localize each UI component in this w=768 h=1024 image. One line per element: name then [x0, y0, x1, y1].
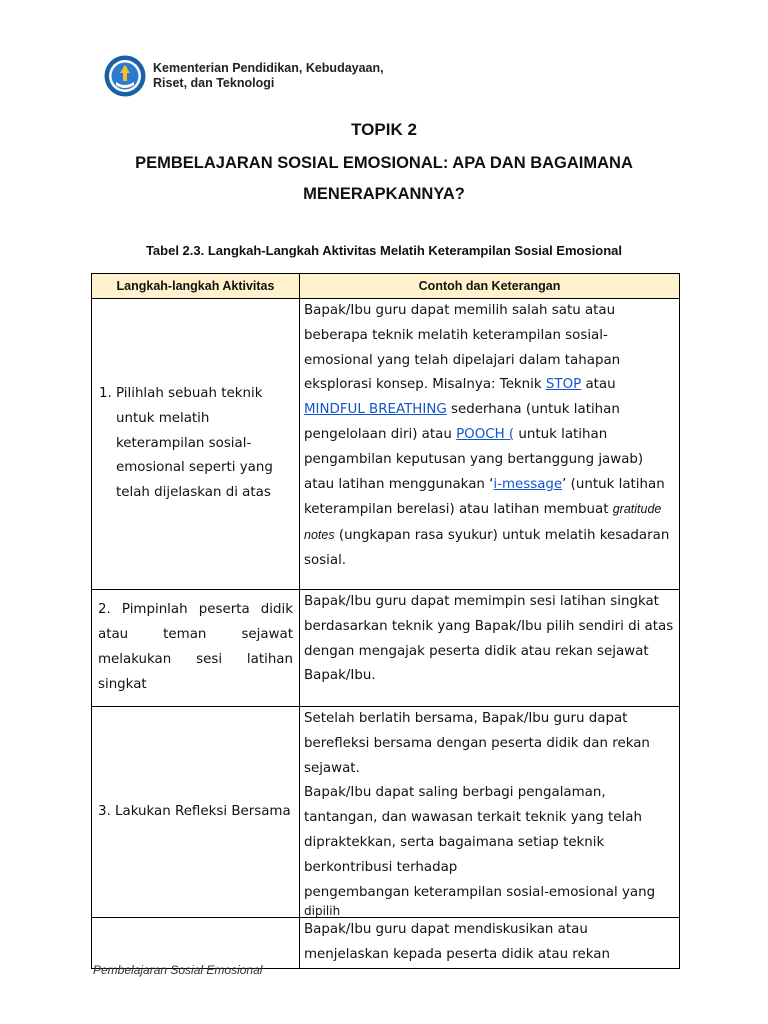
page-title	[0, 148, 768, 210]
tut-wuri-handayani-logo	[104, 55, 146, 97]
gratitude-notes-term: gratitude notes	[304, 502, 662, 543]
description-cell	[300, 707, 680, 918]
mindful-breathing-link[interactable]: MINDFUL BREATHING	[304, 402, 447, 418]
table-header-row	[92, 274, 680, 299]
description-cell	[300, 299, 680, 590]
pooch-link[interactable]: POOCH (	[456, 426, 515, 442]
step-cell: 3. Lakukan Refleksi Bersama	[92, 707, 300, 918]
step-cell: 2. Pimpinlah peserta didik atau teman sejawat melakukan sesi latihan singkat	[92, 590, 300, 707]
activity-steps-table	[91, 273, 680, 969]
table-caption: Tabel 2.3. Langkah-Langkah Aktivitas Melatih Keterampilan Sosial Emosional	[145, 243, 623, 258]
step-cell	[92, 918, 300, 969]
table-row	[92, 707, 680, 918]
description-text: (ungkapan rasa syukur) untuk melatih kesadaran	[334, 528, 670, 544]
ministry-line-2: Riset, dan Teknologi	[153, 76, 275, 90]
document-header	[104, 55, 384, 97]
table-row	[92, 590, 680, 707]
description-text: untuk latihan pengambilan keputusan yang bertanggung jawab) atau latihan menggunakan ‘	[304, 426, 644, 492]
column-header-steps: Langkah-langkah Aktivitas	[92, 274, 300, 299]
stop-technique-link[interactable]: STOP	[545, 377, 582, 393]
description-text: Bapak/Ibu guru dapat memilih salah satu atau beberapa teknik melatih keterampilan sosial-emosional yang telah dipelajari dalam tahapan eksplorasi konsep. Misalnya: Teknik	[304, 303, 621, 393]
i-message-link[interactable]: i-message	[493, 476, 563, 492]
description-text: ’ (untuk latihan keterampilan berelasi) atau latihan membuat	[304, 476, 665, 518]
ministry-name	[153, 61, 384, 91]
description-text: pengembangan keterampilan sosial-emosional yang	[304, 884, 656, 900]
description-cell: Bapak/Ibu guru dapat memimpin sesi latihan singkat berdasarkan teknik yang Bapak/Ibu pilih sendiri di atas dengan mengajak peserta didik atau rekan sejawat Bapak/Ibu.	[300, 590, 680, 707]
page-title-line-1: PEMBELAJARAN SOSIAL EMOSIONAL: APA DAN BAGAIMANA	[135, 154, 633, 172]
description-text: Setelah berlatih bersama, Bapak/Ibu guru dapat berefleksi bersama dengan peserta didik dan rekan sejawat.	[304, 711, 650, 776]
description-text: atau	[581, 377, 616, 393]
description-text: sosial.	[304, 552, 347, 568]
step-list	[98, 382, 293, 506]
description-text: dipilih	[304, 904, 341, 919]
topic-number: TOPIK 2	[351, 120, 417, 139]
ministry-line-1: Kementerian Pendidikan, Kebudayaan,	[153, 61, 384, 75]
table-row	[92, 299, 680, 590]
column-header-description: Contoh dan Keterangan	[300, 274, 680, 299]
description-text: sederhana (untuk latihan pengelolaan diri) atau	[304, 402, 620, 442]
step-item: 1. Pilihlah sebuah teknik untuk melatih keterampilan sosial-emosional seperti yang telah dijelaskan di atas	[116, 382, 293, 506]
description-cell: Bapak/Ibu guru dapat mendiskusikan atau menjelaskan kepada peserta didik atau rekan	[300, 918, 680, 969]
page-title-line-2: MENERAPKANNYA?	[303, 185, 465, 203]
page-footer: Pembelajaran Sosial Emosional	[93, 963, 263, 977]
table-row	[92, 918, 680, 969]
description-text: Bapak/Ibu dapat saling berbagi pengalaman, tantangan, dan wawasan terkait teknik yang telah dipraktekkan, serta bagaimana setiap teknik berkontribusi terhadap	[304, 785, 642, 875]
step-cell	[92, 299, 300, 590]
